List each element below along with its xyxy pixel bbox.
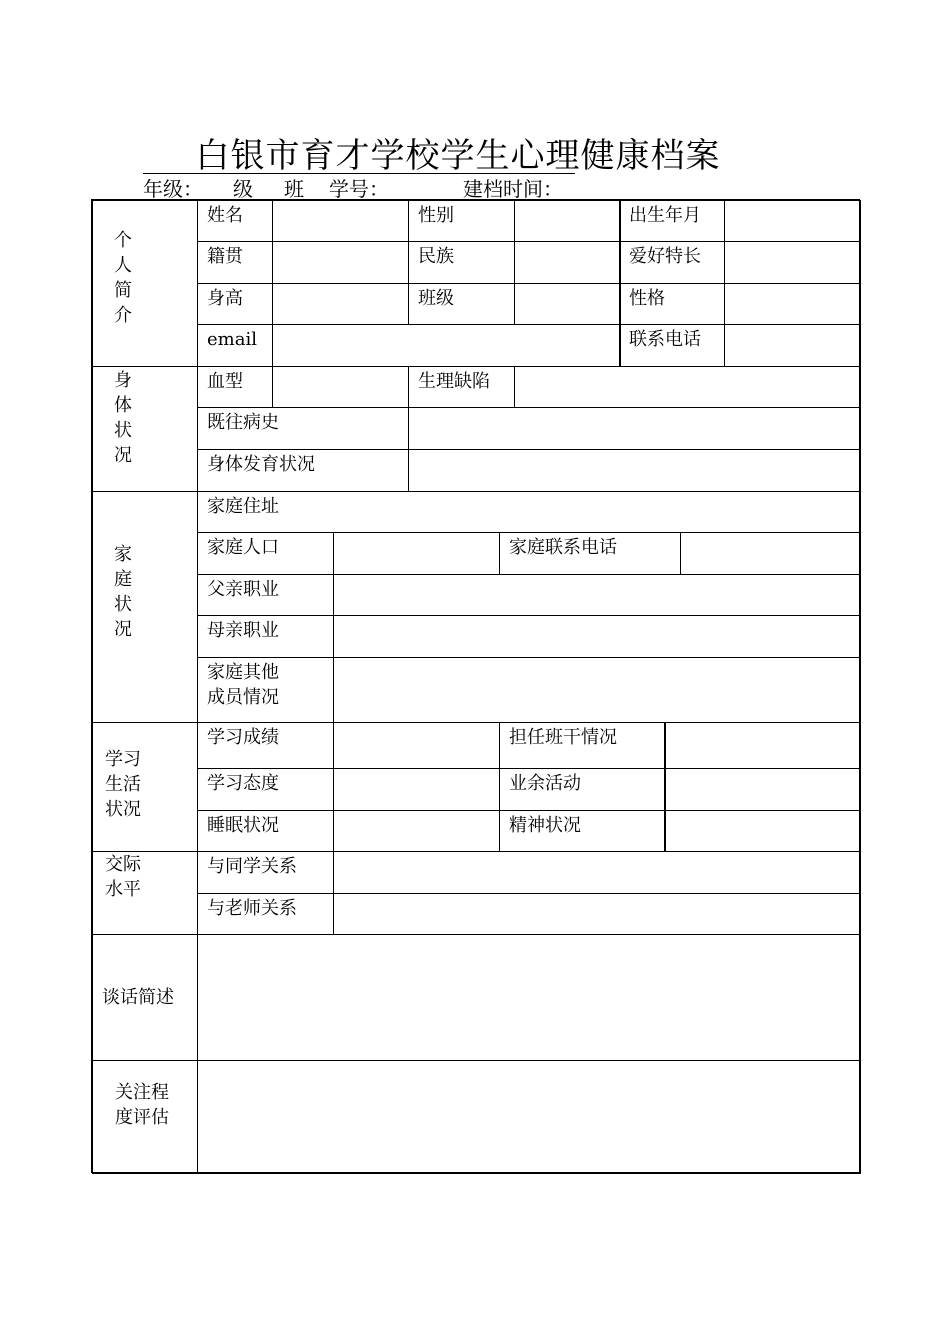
section-family-label: 家庭状况 (114, 544, 132, 640)
input-ethnic[interactable] (514, 241, 621, 284)
class-label: 班 (284, 177, 304, 201)
input-defect[interactable] (514, 366, 861, 408)
input-attitude[interactable] (333, 768, 500, 811)
section-social (92, 851, 198, 935)
label-leader: 担任班干情况 (499, 722, 666, 769)
label-development: 身体发育状况 (197, 449, 409, 492)
label-family-phone: 家庭联系电话 (499, 532, 681, 575)
label-personality: 性格 (619, 283, 725, 325)
input-phone[interactable] (724, 324, 861, 367)
label-ethnic: 民族 (408, 241, 515, 284)
input-height[interactable] (272, 283, 409, 325)
input-name[interactable] (272, 200, 409, 242)
input-mental[interactable] (664, 810, 861, 852)
label-name: 姓名 (197, 200, 273, 242)
label-height: 身高 (197, 283, 273, 325)
label-address: 家庭住址 (197, 491, 861, 533)
input-classmates[interactable] (333, 851, 861, 894)
label-attitude: 学习态度 (197, 768, 334, 811)
input-other-members[interactable] (333, 657, 861, 723)
section-personal-label: 个人简介 (114, 230, 132, 326)
class-level-label: 级 (233, 177, 253, 201)
section-talk-label: 谈话简述 (102, 987, 174, 1008)
input-teachers[interactable] (333, 893, 861, 935)
section-attention (92, 1060, 198, 1174)
label-leisure: 业余活动 (499, 768, 666, 811)
page-title: 白银市育才学校学生心理健康档案 (195, 136, 721, 176)
input-blood[interactable] (272, 366, 409, 408)
label-other-members (197, 657, 334, 723)
student-no-label: 学号： (329, 177, 389, 201)
input-email[interactable] (272, 324, 621, 367)
input-gender[interactable] (514, 200, 621, 242)
label-mother-job: 母亲职业 (197, 615, 334, 658)
input-birth[interactable] (724, 200, 861, 242)
input-mother-job[interactable] (333, 615, 861, 658)
input-family-phone[interactable] (680, 532, 861, 575)
section-physical (92, 366, 198, 492)
label-grades: 学习成绩 (197, 722, 334, 769)
section-family (92, 491, 198, 723)
section-attention-label: 关注程度评估 (115, 1082, 169, 1128)
label-defect: 生理缺陷 (408, 366, 515, 408)
section-social-label: 交际水平 (105, 854, 141, 900)
label-phone: 联系电话 (619, 324, 725, 367)
label-hobby: 爱好特长 (619, 241, 725, 284)
label-gender: 性别 (408, 200, 515, 242)
input-class[interactable] (514, 283, 621, 325)
label-classmates: 与同学关系 (197, 851, 334, 894)
created-date-label: 建档时间： (463, 177, 563, 201)
section-physical-label: 身体状况 (114, 370, 132, 466)
label-history: 既往病史 (197, 407, 409, 450)
input-father-job[interactable] (333, 574, 861, 616)
input-history[interactable] (408, 407, 861, 450)
label-family-size: 家庭人口 (197, 532, 334, 575)
section-talk (92, 934, 198, 1061)
archive-form (91, 199, 860, 1173)
label-class: 班级 (408, 283, 515, 325)
input-grades[interactable] (333, 722, 500, 769)
input-leisure[interactable] (664, 768, 861, 811)
section-study (92, 722, 198, 852)
label-father-job: 父亲职业 (197, 574, 334, 616)
label-other-members-text: 家庭其他成员情况 (207, 662, 279, 708)
input-personality[interactable] (724, 283, 861, 325)
label-mental: 精神状况 (499, 810, 666, 852)
input-hobby[interactable] (724, 241, 861, 284)
input-talk[interactable] (197, 934, 861, 1061)
input-development[interactable] (408, 449, 861, 492)
label-email: email (197, 324, 273, 367)
label-sleep: 睡眠状况 (197, 810, 334, 852)
label-birth: 出生年月 (619, 200, 725, 242)
label-blood: 血型 (197, 366, 273, 408)
input-leader[interactable] (664, 722, 861, 769)
input-sleep[interactable] (333, 810, 500, 852)
section-personal (92, 200, 198, 367)
input-attention[interactable] (197, 1060, 861, 1174)
label-teachers: 与老师关系 (197, 893, 334, 935)
section-study-label: 学习生活状况 (105, 749, 141, 820)
grade-label: 年级： (143, 177, 203, 201)
label-native: 籍贯 (197, 241, 273, 284)
input-family-size[interactable] (333, 532, 500, 575)
input-native[interactable] (272, 241, 409, 284)
